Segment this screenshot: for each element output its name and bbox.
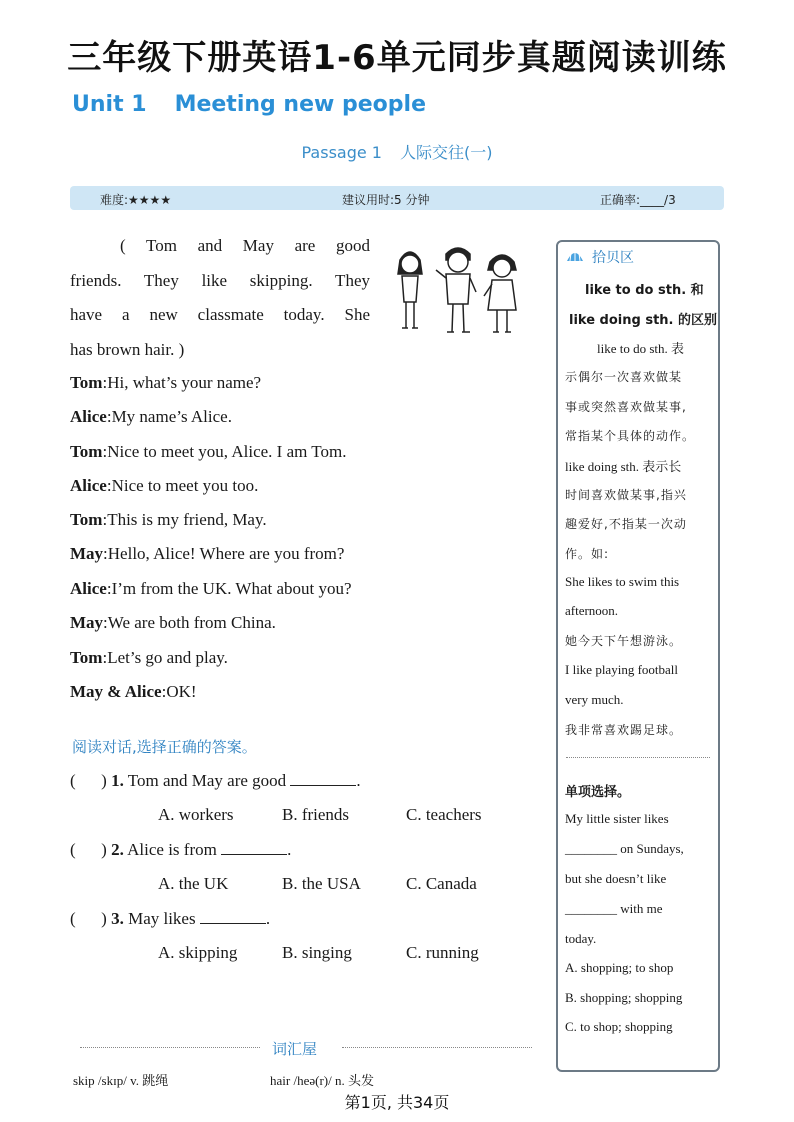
unit-heading	[72, 92, 426, 117]
answer-paren[interactable]: ( )	[70, 909, 107, 928]
passage-label: Passage 1	[301, 143, 382, 162]
vocab-title: 词汇屋	[272, 1040, 318, 1058]
sidebar-divider	[566, 757, 710, 758]
sidebar-line: 事或突然喜欢做某事,	[565, 400, 687, 414]
story-line: friends. They like skipping. They	[70, 271, 370, 290]
exercise-line: but she doesn’t like	[565, 871, 667, 886]
vocab-divider-left	[80, 1047, 260, 1048]
shell-icon	[566, 247, 584, 263]
exercise-line: My little sister likes	[565, 811, 669, 826]
sidebar-line: 时间喜欢做某事,指兴	[565, 488, 687, 502]
dialogue-line: May & Alice:OK!	[70, 682, 197, 701]
sidebar-line: 常指某个具体的动作。	[565, 429, 696, 443]
dialogue-line: Tom:This is my friend, May.	[70, 510, 267, 529]
dialogue-line: May:We are both from China.	[70, 613, 276, 632]
option: B. the USA	[282, 874, 361, 893]
exercise-option: A. shopping; to shop	[565, 960, 674, 975]
option: A. the UK	[158, 874, 229, 893]
exercise-title: 单项选择。	[565, 785, 631, 800]
exercise-line: ________ with me	[565, 901, 663, 916]
option: A. skipping	[158, 943, 238, 962]
passage-heading	[0, 140, 794, 163]
sidebar-line: 趣爱好,不指某一次动	[565, 517, 687, 531]
passage-title: 人际交往(一)	[399, 143, 493, 162]
question-2: ( ) 2. Alice is from .	[70, 840, 292, 859]
exercise-option: B. shopping; shopping	[565, 990, 683, 1005]
option: C. teachers	[406, 805, 482, 824]
unit-title: Meeting new people	[174, 92, 426, 117]
sidebar-line: very much.	[565, 692, 624, 707]
sidebar-line: like to do sth. 表	[597, 341, 685, 356]
question-3: ( ) 3. May likes .	[70, 909, 271, 928]
tips-sidebar	[556, 240, 720, 1072]
exercise-line: today.	[565, 931, 597, 946]
boy-figure-center	[436, 248, 476, 332]
sidebar-line: 我非常喜欢踢足球。	[565, 723, 683, 737]
dialogue-line: Alice:Nice to meet you too.	[70, 476, 259, 495]
answer-blank[interactable]	[221, 840, 287, 855]
answer-blank[interactable]	[290, 771, 356, 786]
girl-figure-right	[484, 255, 516, 332]
sidebar-subtitle: like doing sth. 的区别	[569, 313, 718, 328]
sidebar-line: 示偶尔一次喜欢做某	[565, 370, 683, 384]
option: B. friends	[282, 805, 350, 824]
sidebar-line: 她今天下午想游泳。	[565, 634, 683, 648]
sidebar-line: She likes to swim this	[565, 574, 680, 589]
accuracy-label: 正确率:____/3	[600, 193, 676, 207]
exercise-line: ________ on Sundays,	[565, 841, 684, 856]
option: C. Canada	[406, 874, 477, 893]
story-line: ( Tom and May are good	[120, 236, 370, 255]
dialogue-line: Alice:I’m from the UK. What about you?	[70, 579, 352, 598]
option: C. running	[406, 943, 479, 962]
dialogue-line: Tom:Hi, what’s your name?	[70, 373, 262, 392]
answer-blank[interactable]	[200, 909, 266, 924]
page-footer: 第1页, 共34页	[344, 1093, 450, 1112]
option: B. singing	[282, 943, 352, 962]
answer-paren[interactable]: ( )	[70, 771, 107, 790]
unit-label: Unit 1	[72, 92, 147, 117]
story-line: has brown hair. )	[70, 340, 185, 359]
questions-heading: 阅读对话,选择正确的答案。	[72, 738, 257, 756]
sidebar-title: 拾贝区	[592, 250, 634, 266]
difficulty-label: 难度:★★★★	[100, 193, 172, 207]
answer-paren[interactable]: ( )	[70, 840, 107, 859]
info-bar	[70, 186, 724, 210]
sidebar-subtitle: like to do sth. 和	[585, 283, 704, 298]
dialogue-line: May:Hello, Alice! Where are you from?	[70, 544, 345, 563]
girl-figure-left	[398, 252, 422, 328]
dialogue-line: Tom:Let’s go and play.	[70, 648, 228, 667]
time-label: 建议用时:5 分钟	[342, 193, 430, 207]
dialogue-line: Tom:Nice to meet you, Alice. I am Tom.	[70, 442, 347, 461]
story-line: have a new classmate today. She	[70, 305, 370, 324]
vocab-entry: hair /heə(r)/ n. 头发	[270, 1073, 374, 1088]
sidebar-line: like doing sth. 表示长	[565, 459, 682, 474]
sidebar-line: afternoon.	[565, 603, 619, 618]
exercise-option: C. to shop; shopping	[565, 1019, 673, 1034]
vocab-divider-right	[342, 1047, 532, 1048]
sidebar-line: 作。如:	[565, 547, 610, 561]
page-title: 三年级下册英语1-6单元同步真题阅读训练	[67, 38, 727, 78]
kids-illustration	[392, 240, 532, 340]
dialogue-line: Alice:My name’s Alice.	[70, 407, 232, 426]
sidebar-line: I like playing football	[565, 662, 679, 677]
question-1: ( ) 1. Tom and May are good .	[70, 771, 361, 790]
option: A. workers	[158, 805, 234, 824]
vocab-entry: skip /skɪp/ v. 跳绳	[73, 1073, 169, 1088]
